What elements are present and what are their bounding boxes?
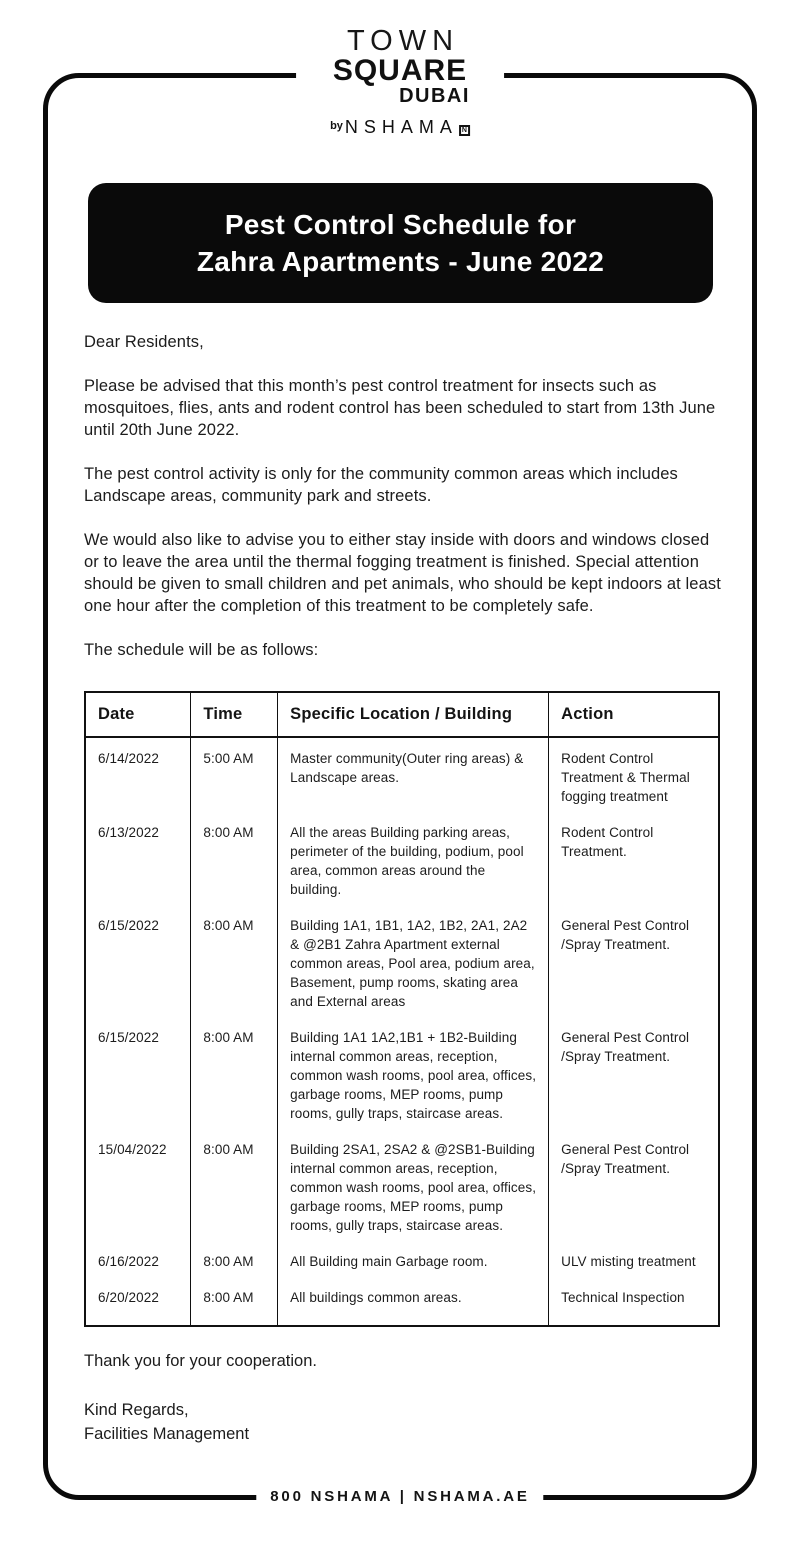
logo-nshama-text: NSHAMA (344, 117, 458, 137)
letter-closing (84, 1350, 724, 1446)
notice-title-line1: Pest Control Schedule for (224, 209, 577, 240)
paragraph-common-areas: The pest control activity is only for the community common areas which includes Landscape areas, community park and streets. (84, 465, 678, 505)
cell-action: ULV misting treatment (561, 1254, 696, 1269)
cell-action: General Pest Control /Spray Treatment. (561, 918, 690, 952)
cell-action: Rodent Control Treatment & Thermal fogging treatment (561, 751, 690, 804)
cell-date: 6/20/2022 (85, 1277, 191, 1326)
cell-date: 6/14/2022 (85, 737, 191, 812)
cell-date: 6/15/2022 (85, 905, 191, 1017)
column-header-location: Specific Location / Building (278, 692, 549, 737)
logo-town-text: TOWN (346, 25, 460, 57)
cell-location: All the areas Building parking areas, perimeter of the building, podium, pool area, common areas around the building. (278, 812, 549, 905)
cell-date: 6/13/2022 (85, 812, 191, 905)
logo-by-text: by (330, 120, 343, 132)
regards-line1: Kind Regards, (84, 1401, 189, 1419)
thanks-line: Thank you for your cooperation. (84, 1352, 317, 1370)
cell-date: 15/04/2022 (85, 1129, 191, 1241)
paragraph-safety-advice: We would also like to advise you to either stay inside with doors and windows closed or to leave the area until the thermal fogging treatment is finished. Special attention should be given to small children and pet animals, who should be kept indoors at least one hour after the completion of this treatment to be completely safe. (84, 531, 721, 615)
pest-control-schedule-table (84, 691, 720, 1327)
nshama-mark-icon: N (459, 125, 470, 136)
table-row (85, 1241, 719, 1277)
table-row (85, 812, 719, 905)
cell-action: General Pest Control /Spray Treatment. (561, 1142, 690, 1176)
cell-time: 5:00 AM (191, 737, 278, 812)
cell-location: Master community(Outer ring areas) & Landscape areas. (278, 737, 549, 812)
cell-time: 8:00 AM (191, 1241, 278, 1277)
salutation: Dear Residents, (84, 333, 204, 351)
table-row (85, 905, 719, 1017)
regards-line2: Facilities Management (84, 1425, 250, 1443)
column-header-date: Date (85, 692, 191, 737)
notice-title-line2: Zahra Apartments - June 2022 (196, 246, 605, 277)
cell-action: Rodent Control Treatment. (561, 825, 654, 859)
logo-dubai-text: DUBAI (399, 85, 470, 107)
cell-time: 8:00 AM (191, 905, 278, 1017)
cell-time: 8:00 AM (191, 1129, 278, 1241)
contact-footer-text: 800 NSHAMA | NSHAMA.AE (270, 1487, 530, 1505)
notice-title-banner (88, 183, 713, 303)
cell-location: Building 1A1, 1B1, 1A2, 1B2, 2A1, 2A2 & @2B1 Zahra Apartment external common areas, Pool area, podium area, Basement, pump rooms, skating area and External areas (278, 905, 549, 1017)
cell-time: 8:00 AM (191, 812, 278, 905)
cell-time: 8:00 AM (191, 1277, 278, 1326)
table-row (85, 1277, 719, 1326)
table-row (85, 1017, 719, 1129)
schedule-intro: The schedule will be as follows: (84, 641, 319, 659)
cell-location: All Building main Garbage room. (278, 1241, 549, 1277)
table-row (85, 1129, 719, 1241)
logo-square-text: SQUARE (332, 54, 468, 87)
table-header-row (85, 692, 719, 737)
cell-location: All buildings common areas. (278, 1277, 549, 1326)
column-header-time: Time (191, 692, 278, 737)
logo-byline (330, 117, 470, 138)
contact-footer (256, 1482, 543, 1510)
column-header-action: Action (549, 692, 719, 737)
cell-action: Technical Inspection (561, 1290, 685, 1305)
table-row (85, 737, 719, 812)
cell-time: 8:00 AM (191, 1017, 278, 1129)
town-square-logo (296, 26, 504, 146)
cell-date: 6/15/2022 (85, 1017, 191, 1129)
cell-action: General Pest Control /Spray Treatment. (561, 1030, 690, 1064)
cell-date: 6/16/2022 (85, 1241, 191, 1277)
letter-body (84, 331, 724, 661)
cell-location: Building 2SA1, 2SA2 & @2SB1-Building internal common areas, reception, common wash rooms, pool area, offices, garbage rooms, MEP rooms, pump rooms, gully traps, staircase areas. (278, 1129, 549, 1241)
cell-location: Building 1A1 1A2,1B1 + 1B2-Building internal common areas, reception, common wash rooms, pool area, offices, garbage rooms, MEP rooms, pump rooms, gully traps, staircase areas. (278, 1017, 549, 1129)
logo-stack (330, 26, 470, 138)
paragraph-schedule-dates: Please be advised that this month’s pest control treatment for insects such as mosquitoes, flies, ants and rodent control has been scheduled to start from 13th June until 20th June 2022. (84, 377, 716, 439)
